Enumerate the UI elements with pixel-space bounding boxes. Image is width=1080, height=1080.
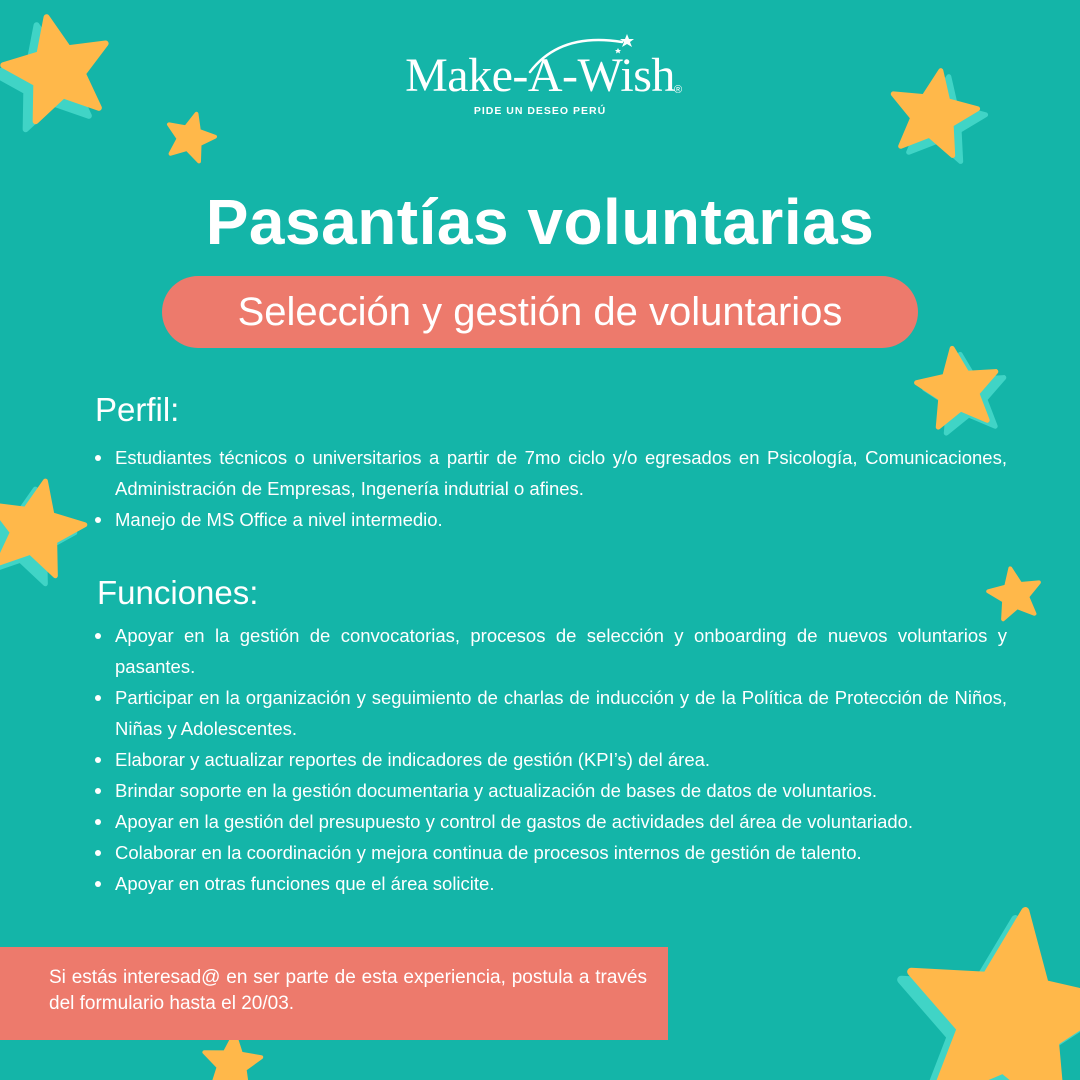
- star-icon: [982, 562, 1048, 628]
- funciones-heading: Funciones:: [97, 574, 259, 611]
- star-icon: [196, 1034, 268, 1080]
- star-icon: [0, 6, 118, 136]
- list-item: Elaborar y actualizar reportes de indicadores de gestión (KPI’s) del área.: [94, 744, 1007, 775]
- star-icon: [160, 108, 220, 168]
- perfil-list: [94, 442, 1007, 535]
- page-title: Pasantías voluntarias: [205, 186, 875, 258]
- list-item: Apoyar en la gestión del presupuesto y control de gastos de actividades del área de voluntariado.: [94, 806, 1007, 837]
- make-a-wish-logo: [370, 28, 710, 128]
- list-item: Manejo de MS Office a nivel intermedio.: [94, 504, 1007, 535]
- list-item: Colaborar en la coordinación y mejora continua de procesos internos de gestión de talento.: [94, 837, 1007, 868]
- logo-wordmark: Make-A-Wish: [405, 49, 675, 102]
- funciones-list: [94, 620, 1007, 899]
- registered-mark: ®: [674, 84, 683, 96]
- star-icon: [0, 470, 90, 590]
- star-icon: [880, 900, 1080, 1080]
- star-icon: [878, 60, 988, 170]
- list-item: Apoyar en otras funciones que el área solicite.: [94, 868, 1007, 899]
- star-icon: [908, 340, 1008, 440]
- list-item: Participar en la organización y seguimiento de charlas de inducción y de la Política de Protección de Niños, Niñas y Adolescentes.: [94, 682, 1007, 744]
- cta-text: Si estás interesad@ en ser parte de esta experiencia, postula a través del formulario hasta el 20/03.: [49, 967, 647, 1014]
- subtitle-text: Selección y gestión de voluntarios: [237, 289, 843, 334]
- logo-tagline: PIDE UN DESEO PERÚ: [473, 105, 607, 117]
- list-item: Brindar soporte en la gestión documentaria y actualización de bases de datos de voluntarios.: [94, 775, 1007, 806]
- list-item: Apoyar en la gestión de convocatorias, procesos de selección y onboarding de nuevos voluntarios y pasantes.: [94, 620, 1007, 682]
- list-item: Estudiantes técnicos o universitarios a partir de 7mo ciclo y/o egresados en Psicología, Comunicaciones, Administración de Empresas, Ingenería indutrial o afines.: [94, 442, 1007, 504]
- perfil-heading: Perfil:: [95, 391, 180, 428]
- subtitle-banner: [162, 276, 918, 348]
- cta-banner: [0, 947, 668, 1040]
